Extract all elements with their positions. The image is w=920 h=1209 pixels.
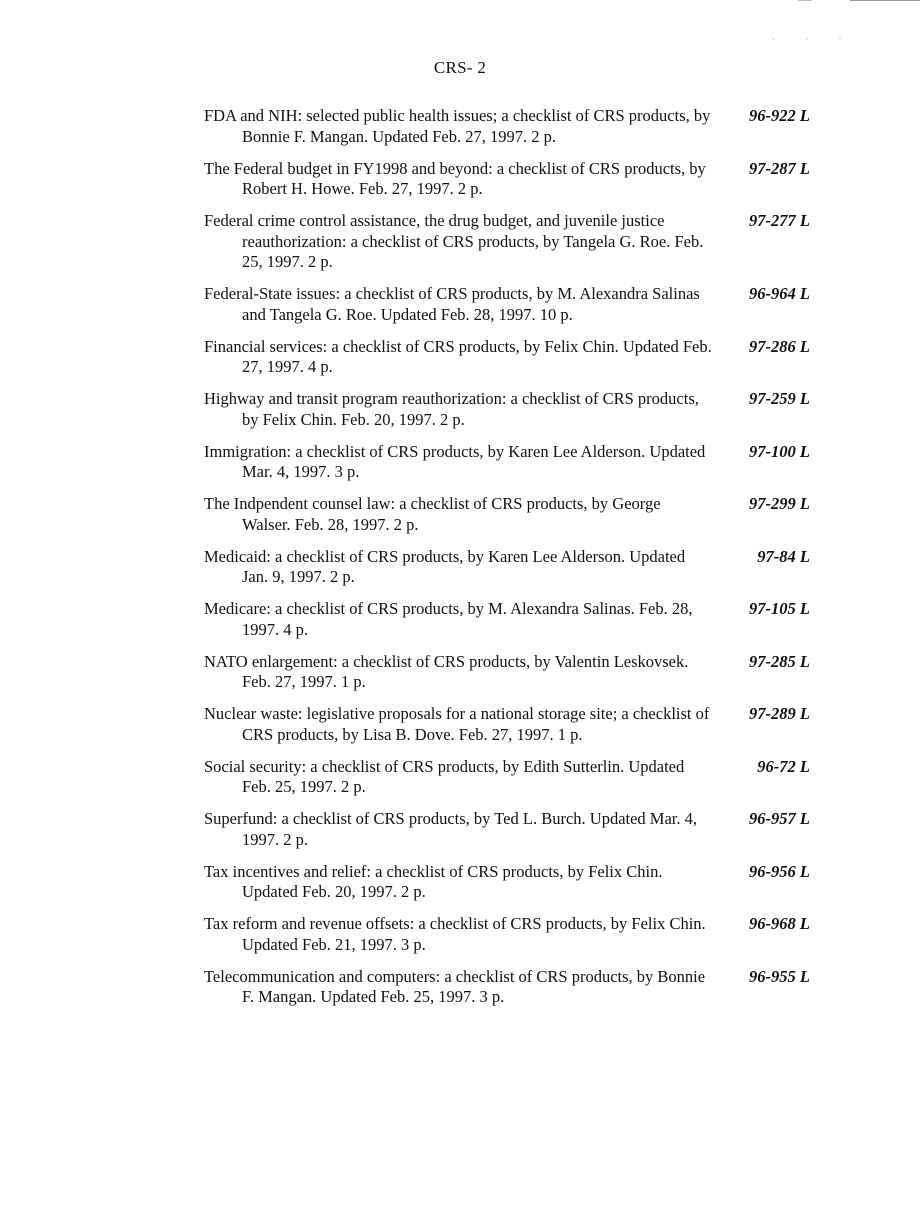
entry-report-number: 96-968 L	[749, 914, 810, 933]
entry-report-number: 96-964 L	[749, 284, 810, 303]
scan-edge-mark	[850, 0, 920, 1]
entry-report-number: 97-277 L	[749, 211, 810, 230]
entry-description: Nuclear waste: legislative proposals for a national storage site; a checklist of CRS products, by Lisa B. Dove. Feb. 27, 1997. 1 p.	[204, 704, 710, 744]
entry-description: Tax incentives and relief: a checklist of CRS products, by Felix Chin. Updated Feb. 20, 1997. 2 p.	[204, 861, 663, 901]
entry-report-number: 97-286 L	[749, 336, 810, 356]
entry-description: Highway and transit program reauthorization: a checklist of CRS products, by Felix Chin. Feb. 20, 1997. 2 p.	[204, 389, 699, 429]
entry-report-number: 96-72 L	[757, 756, 810, 776]
entry-report-number: 97-299 L	[749, 494, 810, 513]
list-item	[204, 914, 816, 955]
entry-description: Superfund: a checklist of CRS products, by Ted L. Burch. Updated Mar. 4, 1997. 2 p.	[204, 809, 698, 849]
entry-description: Medicaid: a checklist of CRS products, by Karen Lee Alderson. Updated Jan. 9, 1997. 2 p.	[204, 546, 686, 586]
entry-report-number: 96-955 L	[749, 966, 810, 986]
entry-description: Financial services: a checklist of CRS products, by Felix Chin. Updated Feb. 27, 1997. 4 p.	[204, 336, 712, 376]
entry-description: Tax reform and revenue offsets: a checklist of CRS products, by Felix Chin. Updated Feb. 21, 1997. 3 p.	[204, 914, 706, 954]
list-item	[204, 652, 816, 693]
entry-report-number: 97-100 L	[749, 441, 810, 461]
entry-description: Social security: a checklist of CRS products, by Edith Sutterlin. Updated Feb. 25, 1997. 2 p.	[204, 756, 685, 796]
entry-description: Federal-State issues: a checklist of CRS products, by M. Alexandra Salinas and Tangela G. Roe. Updated Feb. 28, 1997. 10 p.	[204, 284, 700, 324]
entry-report-number: 97-285 L	[749, 651, 810, 671]
list-item	[204, 862, 816, 903]
entry-description: Telecommunication and computers: a checklist of CRS products, by Bonnie F. Mangan. Updated Feb. 25, 1997. 3 p.	[204, 966, 706, 1006]
entry-report-number: 97-105 L	[749, 599, 810, 618]
entry-description: FDA and NIH: selected public health issues; a checklist of CRS products, by Bonnie F. Mangan. Updated Feb. 27, 1997. 2 p.	[204, 106, 711, 146]
list-item	[204, 494, 816, 535]
entry-description: The Indpendent counsel law: a checklist of CRS products, by George Walser. Feb. 28, 1997. 2 p.	[204, 494, 661, 534]
entry-report-number: 96-956 L	[749, 861, 810, 881]
list-item	[204, 704, 816, 745]
entry-report-number: 96-957 L	[749, 809, 810, 828]
scan-specks: · · ·	[772, 34, 856, 44]
entry-description: Medicare: a checklist of CRS products, by M. Alexandra Salinas. Feb. 28, 1997. 4 p.	[204, 599, 693, 639]
list-item	[204, 757, 816, 798]
list-item	[204, 284, 816, 325]
entry-report-number: 97-287 L	[749, 158, 810, 178]
entry-report-number: 97-84 L	[757, 546, 810, 566]
list-item	[204, 159, 816, 200]
list-item	[204, 967, 816, 1008]
list-item	[204, 337, 816, 378]
list-item	[204, 809, 816, 850]
entry-description: Federal crime control assistance, the drug budget, and juvenile justice reauthorization: a checklist of CRS products, by Tangela G. Roe. Feb. 25, 1997. 2 p.	[204, 211, 704, 271]
page-header: CRS- 2	[433, 58, 487, 77]
list-item	[204, 211, 816, 273]
entry-description: Immigration: a checklist of CRS products, by Karen Lee Alderson. Updated Mar. 4, 1997. 3 p.	[204, 441, 706, 481]
list-item	[204, 599, 816, 640]
list-item	[204, 442, 816, 483]
entry-report-number: 96-922 L	[749, 106, 810, 125]
list-item	[204, 547, 816, 588]
scan-edge-mark	[798, 0, 812, 1]
list-item	[204, 389, 816, 430]
entry-report-number: 97-289 L	[749, 704, 810, 723]
list-item	[204, 106, 816, 147]
entry-report-number: 97-259 L	[749, 389, 810, 408]
entry-description: NATO enlargement: a checklist of CRS products, by Valentin Leskovsek. Feb. 27, 1997. 1 p.	[204, 651, 689, 691]
entry-description: The Federal budget in FY1998 and beyond: a checklist of CRS products, by Robert H. Howe. Feb. 27, 1997. 2 p.	[204, 158, 706, 198]
entry-list	[204, 106, 816, 1019]
